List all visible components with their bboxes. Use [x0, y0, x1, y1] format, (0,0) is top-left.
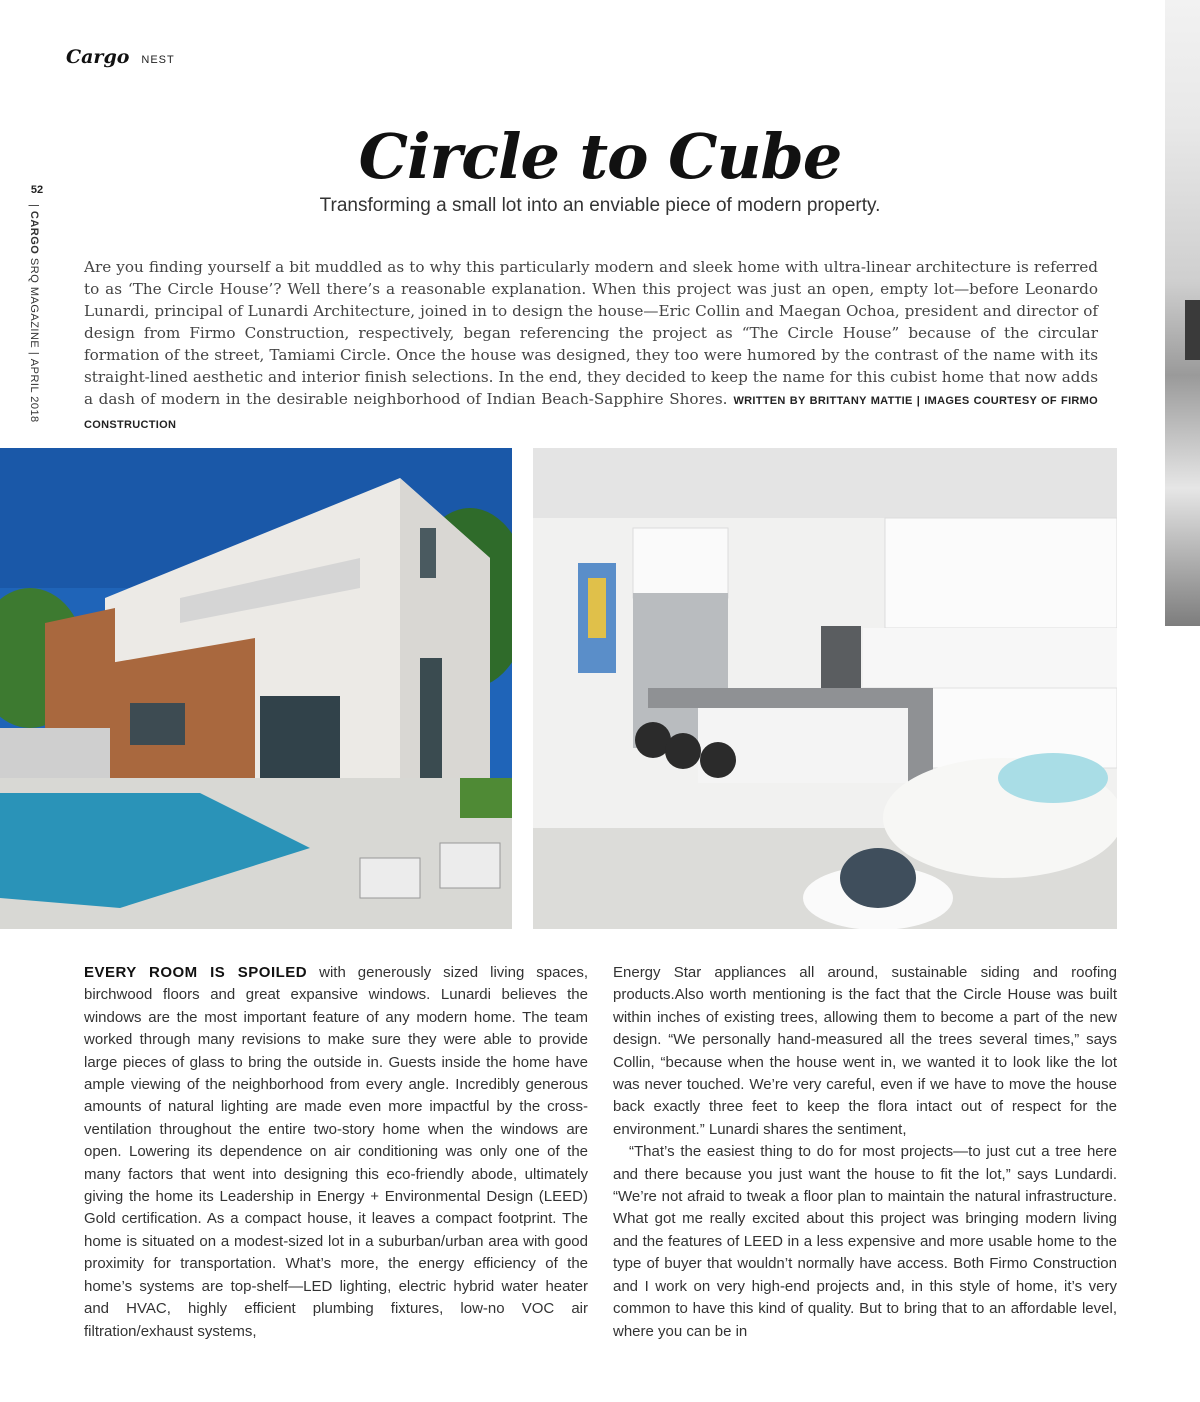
folio-line	[28, 204, 40, 423]
column-2-paragraph-1: Energy Star appliances all around, sustainable siding and roofing products.Also worth mentioning is the fact that the Circle House was built within inches of existing trees, allowing them to become a part of the new design. “We personally hand-measured all the trees several times,” says Collin, “because when the house went in, we wanted it to look like the lot was never touched. We’re very careful, even if we have to move the house back exactly three feet to keep the flora intact out of respect for the environment.” Lunardi shares the sentiment,	[613, 964, 1117, 1138]
throw-blanket	[998, 753, 1108, 803]
article-title: Circle to Cube	[358, 120, 842, 193]
magazine-logo: Cargo	[66, 46, 130, 68]
article-intro	[84, 256, 1098, 436]
wall-ovens	[821, 626, 861, 696]
lead-in: EVERY ROOM IS SPOILED	[84, 964, 308, 981]
backsplash	[863, 628, 1117, 688]
upper-cabinet	[633, 528, 728, 598]
kitchen-interior-photo	[533, 448, 1117, 929]
upper-cabinets-right	[885, 518, 1117, 628]
wall-art-detail	[588, 578, 606, 638]
bar-stool-2	[665, 733, 701, 769]
column-2-paragraph-2: “That’s the easiest thing to do for most projects—to just cut a tree here and there because you just want the house to fit the lot,” says Lundardi. “We’re not afraid to tweak a floor plan to maintain the natural infrastructure. What got me really excited about this project was bringing modern living and the features of LEED in a less expensive and more usable home to the type of buyer that wouldn’t normally have access. Both Firmo Construction and I work on very high-end projects and, in this style of home, it’s very common to have this kind of quality. But to bring that to an affordable level, where you can be in	[613, 1143, 1117, 1340]
folio	[22, 184, 52, 444]
house-exterior-photo	[0, 448, 512, 929]
decor-vase	[840, 848, 916, 908]
kitchen-illustration	[533, 448, 1117, 929]
folio-magazine: CARGO	[28, 210, 40, 255]
folio-sep-1: |	[28, 204, 40, 211]
running-header	[66, 46, 175, 68]
lounge-chair	[360, 858, 420, 898]
column-1-paragraph	[84, 962, 588, 1343]
side-window	[420, 528, 436, 578]
folio-date: APRIL 2018	[28, 358, 40, 423]
section-label: NEST	[141, 54, 175, 66]
wood-window	[130, 703, 185, 745]
intro-text: Are you finding yourself a bit muddled as to why this particularly modern and sleek home with ultra-linear architecture is referred to as ‘The Circle House’? Well there’s a reasonable explanation. When this project was just an open, empty lot—before Leonardo Lunardi, principal of Lunardi Architecture, joined in to design the house—Eric Collin and Maegan Ochoa, president and director of design from Firmo Construction, respectively, began referencing the project as “The Circle House” because of the circular formation of the street, Tamiami Circle. Once the house was designed, they too were humored by the contrast of the name with its straight-lined aesthetic and interior finish selections. In the end, they decided to keep the name for this cubist home that now adds a dash of modern in the desirable neighborhood of Indian Beach-Sapphire Shores.	[84, 258, 1098, 408]
rear-wood-volume	[45, 608, 115, 748]
folio-magazine-rest: SRQ MAGAZINE	[28, 254, 40, 349]
tall-window	[420, 658, 442, 798]
page-number: 52	[30, 184, 44, 196]
bar-stool-3	[700, 742, 736, 778]
article-subtitle: Transforming a small lot into an enviable piece of modern property.	[319, 195, 881, 216]
ceiling	[533, 448, 1117, 518]
folio-sep-2: |	[28, 348, 40, 359]
lawn	[460, 778, 512, 818]
article-credit: WRITTEN BY BRITTANY MATTIE | IMAGES COURTESY OF FIRMO CONSTRUCTION	[84, 395, 1098, 431]
column-1-text: with generously sized living spaces, birchwood floors and great expansive windows. Lunardi believes the windows are the most important feature of any modern home. The team worked through many revisions to make sure they were able to provide large pieces of glass to bring the outside in. Guests inside the home have ample viewing of the neighborhood from every angle. Incredibly generous amounts of natural lighting are made even more impactful by the cross-ventilation throughout the entire two-story home when the windows are open. Lowering its dependence on air conditioning was only one of the many factors that went into designing this eco-friendly abode, ultimately giving the home its Leadership in Energy + Environmental Design (LEED) Gold certification. As a compact house, it leaves a compact footprint. The home is situated on a modest-sized lot in a suburban/urban area with good proximity for transportation. What’s more, the energy efficiency of the home’s systems are top-shelf—LED lighting, electric hybrid water heater and HVAC, highly efficient plumbing fixtures, low-no VOC air filtration/exhaust systems,	[84, 964, 588, 1340]
body-column-1	[84, 962, 588, 1343]
body-column-2	[613, 962, 1117, 1343]
house-exterior-illustration	[0, 448, 512, 929]
facing-page-edge-shadow	[1185, 300, 1200, 360]
lounge-chair-2	[440, 843, 500, 888]
